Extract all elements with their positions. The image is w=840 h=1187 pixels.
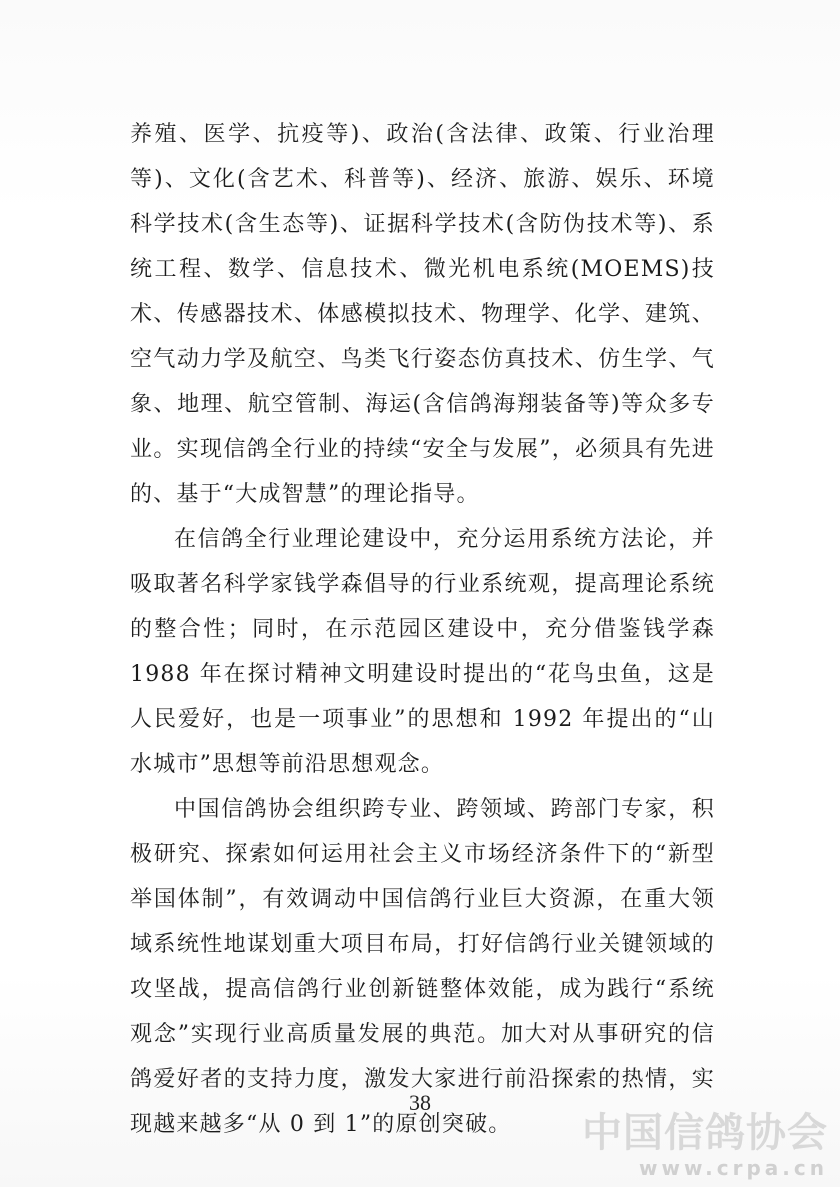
paragraph-3: 中国信鸽协会组织跨专业、跨领域、跨部门专家，积极研究、探索如何运用社会主义市场经济条件下的“新型举国体制”，有效调动中国信鸽行业巨大资源，在重大领域系统性地谋划重大项目布局，打好信鸽行业关键领域的攻坚战，提高信鸽行业创新链整体效能，成为践行“系统观念”实现行业高质量发展的典范。加大对从事研究的信鸽爱好者的支持力度，激发大家进行前沿探索的热情，实现越来越多“从 0 到 1”的原创突破。: [130, 797, 715, 1137]
watermark-name: 中国信鸽协会: [582, 1110, 828, 1156]
paragraph-2: 在信鸽全行业理论建设中，充分运用系统方法论，并吸取著名科学家钱学森倡导的行业系统观，提高理论系统的整合性；同时，在示范园区建设中，充分借鉴钱学森 1988 年在探讨精神文明建设时提出的“花鸟虫鱼，这是人民爱好，也是一项事业”的思想和 1992 年提出的“山水城市”思想等前沿思想观念。: [130, 527, 715, 777]
page-number: 38: [409, 1090, 431, 1115]
watermark: [582, 1110, 828, 1180]
document-body: [130, 112, 715, 1147]
watermark-url: www.crpa.cn: [639, 1156, 828, 1180]
paragraph-1: 养殖、医学、抗疫等)、政治(含法律、政策、行业治理等)、文化(含艺术、科普等)、经济、旅游、娱乐、环境科学技术(含生态等)、证据科学技术(含防伪技术等)、系统工程、数学、信息技术、微光机电系统(MOEMS)技术、传感器技术、体感模拟技术、物理学、化学、建筑、空气动力学及航空、鸟类飞行姿态仿真技术、仿生学、气象、地理、航空管制、海运(含信鸽海翔装备等)等众多专业。实现信鸽全行业的持续“安全与发展”，必须具有先进的、基于“大成智慧”的理论指导。: [130, 122, 715, 507]
